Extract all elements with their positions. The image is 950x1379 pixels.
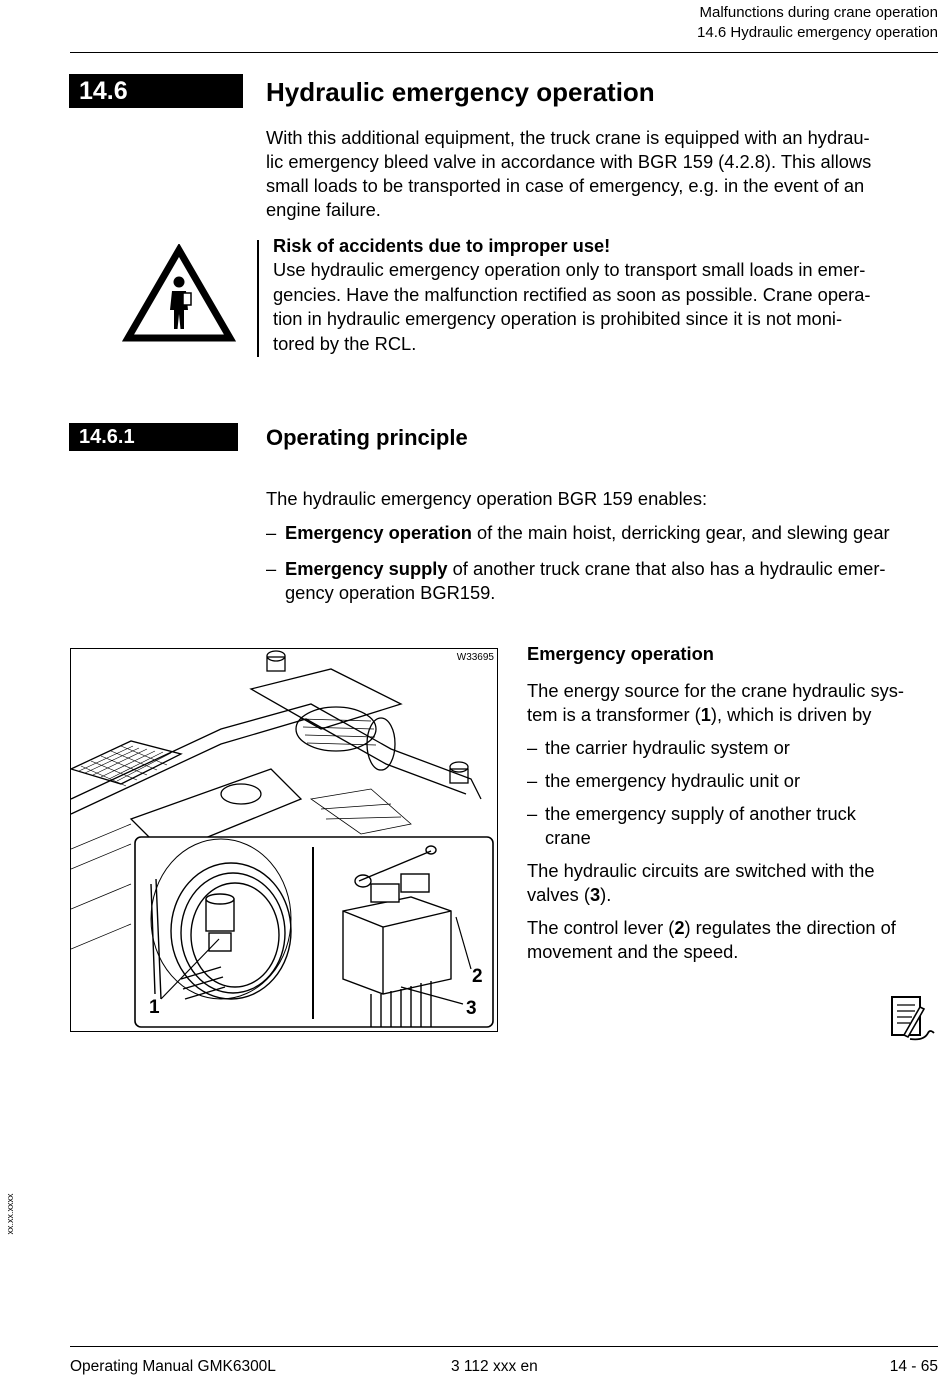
subsection-title: Operating principle <box>266 425 468 450</box>
text: The control lever ( <box>527 917 675 938</box>
bullet-text: the emergency hydraulic unit or <box>545 770 801 791</box>
warning-triangle-person-icon <box>122 244 236 344</box>
list-item <box>266 521 942 546</box>
callout-2: 2 <box>472 966 483 987</box>
control-lever-line <box>527 916 896 940</box>
bullet-text: of the main hoist, derricking gear, and slewing gear <box>471 522 890 543</box>
running-header-chapter: Malfunctions during crane operation <box>699 4 938 21</box>
intro-line: lic emergency bleed valve in accordance with BGR 159 (4.2.8). This allows <box>266 151 872 172</box>
lead-sentence: The hydraulic emergency operation BGR 159 enables: <box>266 488 708 509</box>
subsection-number-badge: 14.6.1 <box>69 423 238 451</box>
valves-line: The hydraulic circuits are switched with the <box>527 860 875 881</box>
section-title: Hydraulic emergency operation <box>266 77 655 107</box>
list-item <box>266 557 942 607</box>
running-header-section: 14.6 Hydraulic emergency operation <box>697 24 938 41</box>
section-number-badge: 14.6 <box>69 74 243 108</box>
callout-3: 3 <box>466 998 477 1019</box>
callout-1: 1 <box>149 997 160 1018</box>
energy-source-line <box>527 703 871 727</box>
control-lever-line: movement and the speed. <box>527 941 739 962</box>
bullet-dash: – <box>527 803 538 824</box>
header-rule <box>70 52 938 53</box>
warning-side-bar <box>257 240 259 357</box>
bullet-text: the emergency supply of another truck <box>545 803 856 824</box>
intro-line: With this additional equipment, the truck crane is equipped with an hydrau- <box>266 127 870 148</box>
bullet-text-continued: gency operation BGR159. <box>285 582 496 603</box>
bullet-dash: – <box>266 522 277 543</box>
footer-page-number: 14 - 65 <box>889 1358 938 1375</box>
footer-rule <box>70 1346 938 1347</box>
text: ). <box>600 884 612 905</box>
footer-manual-title: Operating Manual GMK6300L <box>70 1358 276 1375</box>
bullet-dash: – <box>266 558 277 579</box>
intro-line: small loads to be transported in case of emergency, e.g. in the event of an <box>266 175 865 196</box>
callout-reference: 3 <box>590 884 601 905</box>
bullet-bold-term: Emergency supply <box>285 558 448 579</box>
document-code: xx.xx.xxxx <box>5 1193 15 1235</box>
figure-id: W33695 <box>456 652 494 663</box>
callout-reference: 1 <box>700 704 711 725</box>
crane-hydraulics-drawing <box>71 649 497 1031</box>
intro-line: engine failure. <box>266 199 381 220</box>
energy-source-line: The energy source for the crane hydraulic sys- <box>527 680 904 701</box>
bullet-dash: – <box>527 770 538 791</box>
text: ) regulates the direction of <box>684 917 896 938</box>
emergency-operation-heading: Emergency operation <box>527 643 714 664</box>
text: ), which is driven by <box>710 704 872 725</box>
bullet-text: the carrier hydraulic system or <box>545 737 790 758</box>
bullet-bold-term: Emergency operation <box>285 522 472 543</box>
bullet-text-continued: crane <box>545 827 591 848</box>
text: valves ( <box>527 884 590 905</box>
warning-line: Use hydraulic emergency operation only to transport small loads in emer- <box>273 259 866 280</box>
bullet-dash: – <box>527 737 538 758</box>
callout-reference: 2 <box>674 917 685 938</box>
footer-doc-number: 3 112 xxx en <box>451 1358 538 1375</box>
technical-illustration <box>70 648 498 1032</box>
warning-line: gencies. Have the malfunction rectified as soon as possible. Crane opera- <box>273 284 871 305</box>
warning-line: tion in hydraulic emergency operation is prohibited since it is not moni- <box>273 308 843 329</box>
bullet-text: of another truck crane that also has a hydraulic emer- <box>447 558 886 579</box>
warning-line: tored by the RCL. <box>273 333 417 354</box>
valves-line <box>527 883 611 907</box>
text: tem is a transformer ( <box>527 704 701 725</box>
continued-note-icon <box>890 995 938 1043</box>
warning-title: Risk of accidents due to improper use! <box>273 235 611 256</box>
